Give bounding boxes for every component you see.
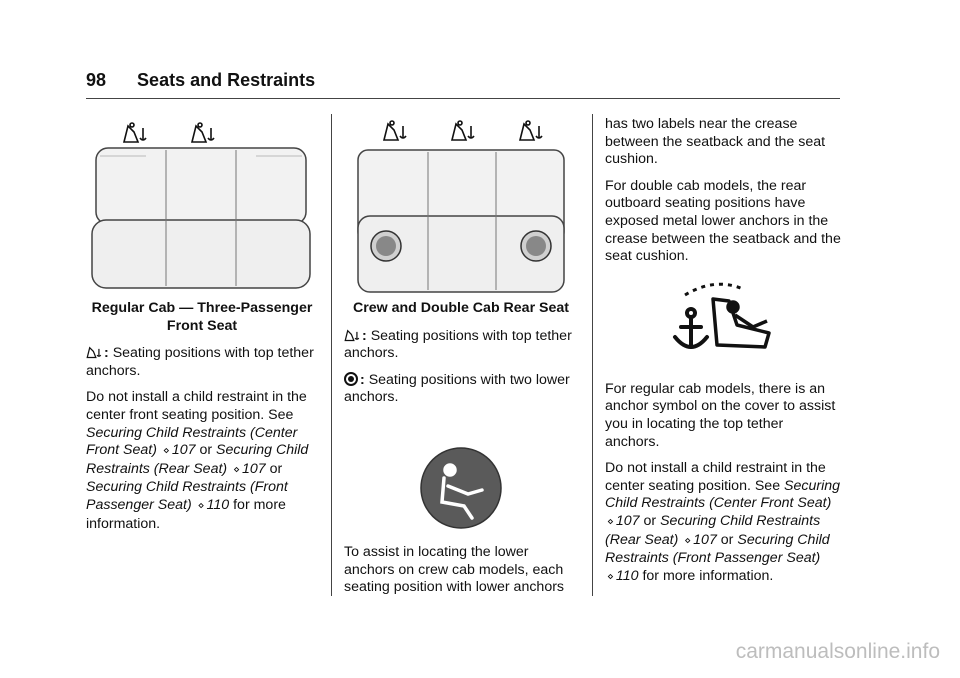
body-paragraph: To assist in locating the lower anchors on crew cab models, each seating position with lower anchors (344, 543, 565, 596)
body-paragraph: For regular cab models, there is an anchor symbol on the cover to assist you in locating the top tether anchors. (605, 380, 836, 450)
body-paragraph: has two labels near the crease between the seatback and the seat cushion. (605, 116, 826, 168)
column-2 (344, 116, 578, 606)
child-seat-icon (713, 299, 769, 347)
column-divider (331, 114, 332, 596)
header-rule (86, 98, 840, 99)
page-reference[interactable]: 110 (615, 567, 639, 584)
figure-caption: Crew and Double Cab Rear Seat (352, 300, 570, 316)
tether-anchor-icon (192, 123, 214, 142)
page-title: Seats and Restraints (137, 70, 316, 90)
column-1 (86, 116, 318, 542)
cross-reference-link[interactable]: Securing Child Restraints (Rear Seat) (605, 512, 821, 548)
figure-caption: Front Seat (166, 317, 238, 334)
tether-anchor-icon (124, 123, 146, 142)
regular-cab-seat-illustration (86, 116, 318, 296)
page-reference[interactable]: 107 (171, 442, 196, 459)
cross-reference-link[interactable]: Securing Child Restraints (Front Passenger Seat) (605, 531, 830, 567)
tether-anchor-icon (384, 121, 406, 140)
watermark: carmanualsonline.info (735, 640, 940, 663)
crew-cab-seat-illustration (344, 116, 578, 296)
page-reference[interactable]: 107 (615, 512, 640, 529)
column-divider (592, 114, 593, 596)
lower-anchor-icon (344, 372, 358, 386)
figure-caption: Regular Cab — Three-Passenger (91, 300, 313, 316)
column-3 (605, 116, 841, 595)
legend-tether: : Seating positions with top tether anchors. (344, 327, 572, 362)
page-header (86, 70, 315, 91)
body-paragraph: Do not install a child restraint in the center front seating position. See Securing Child Restraints (Center Front Seat) ⋄ 107 or Securing Child Restraints (Rear Seat) ⋄ 107 or Securing Child Restraints (Front Passenger Seat) ⋄ 110 for more information. (86, 389, 309, 532)
body-paragraph: Do not install a child restraint in the center seating position. See Securing Child Restraints (Center Front Seat) ⋄ 107 or Securing Child Restraints (Rear Seat) ⋄ 107 or Securing Child Restraints (Front Passenger Seat) ⋄ 110 for more information. (605, 460, 841, 584)
legend-tether: : Seating positions with top tether anchors. (86, 345, 314, 379)
tether-anchor-icon (344, 328, 360, 342)
anchor-icon (675, 309, 707, 347)
page-reference[interactable]: 110 (206, 496, 230, 513)
tether-anchor-icon (452, 121, 474, 140)
cross-reference-link[interactable]: Securing Child Restraints (Rear Seat) (86, 442, 309, 477)
page-reference[interactable]: 107 (241, 460, 266, 477)
tether-anchor-icon (520, 121, 542, 140)
anchor-symbol-illustration (605, 275, 841, 371)
body-paragraph: For double cab models, the rear outboard seating positions have exposed metal lower anchors in the crease between the seatback and the seat cushion. (605, 177, 841, 265)
lower-anchor-label-illustration (344, 442, 578, 534)
page-reference[interactable]: 107 (693, 531, 717, 548)
legend-lower-anchor: : Seating positions with two lower anchors. (344, 371, 570, 406)
page-number: 98 (86, 70, 107, 90)
cross-reference-link[interactable]: Securing Child Restraints (Front Passenger Seat) (86, 479, 288, 513)
cross-reference-link[interactable]: Securing Child Restraints (Center Front Seat) (86, 424, 298, 459)
tether-anchor-icon (86, 345, 102, 359)
cross-reference-link[interactable]: Securing Child Restraints (Center Front Seat) (605, 477, 841, 512)
